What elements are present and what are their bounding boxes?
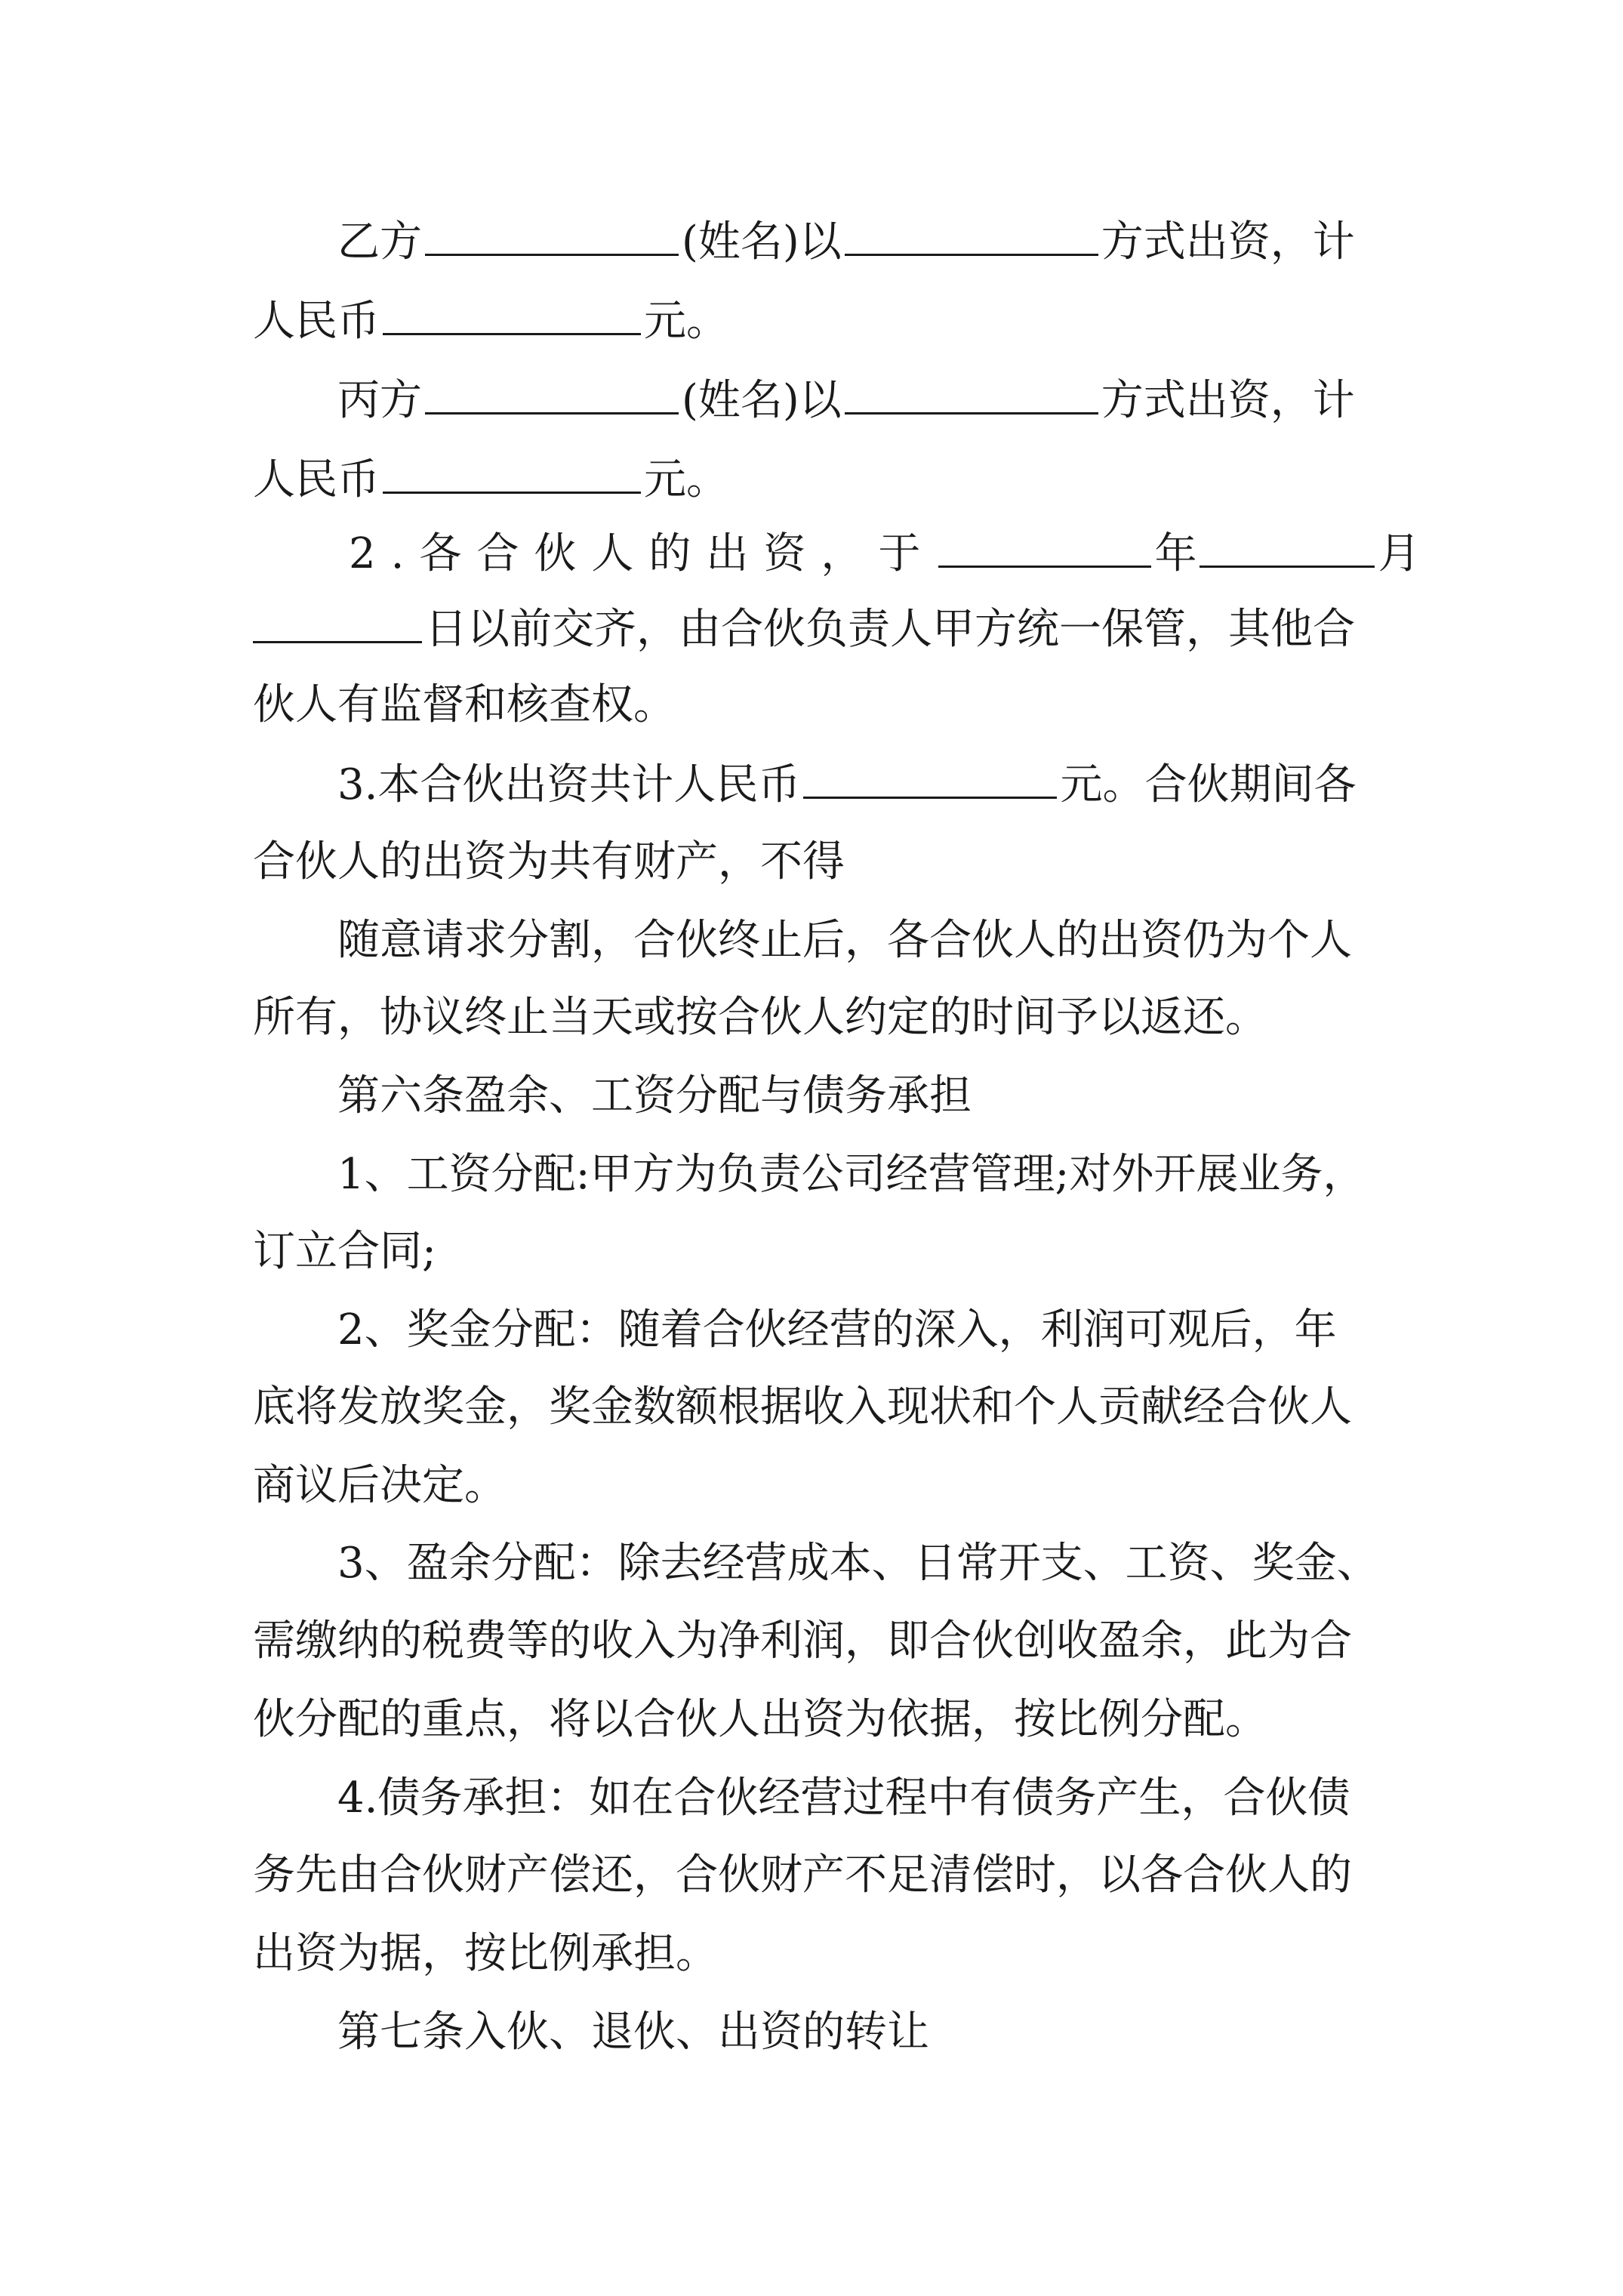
name-label: (姓名)以	[682, 217, 842, 267]
contribution-text: 方式出资，计	[1101, 376, 1355, 425]
paragraph-line: 底将发放奖金，奖金数额根据收入现状和个人贡献经合伙人	[253, 1382, 1352, 1432]
party-c-line-2	[253, 452, 1385, 507]
name-label: (姓名)以	[682, 376, 842, 425]
paragraph-line: 出资为据，按比例承担。	[253, 1929, 718, 1978]
paragraph-line: 所有，协议终止当天或按合伙人约定的时间予以返还。	[253, 993, 1267, 1042]
paragraph-line: 4.债务承担：如在合伙经营过程中有债务产生，合伙债	[337, 1774, 1350, 1823]
total-amount-blank[interactable]	[803, 757, 1057, 799]
clause-2-line-3: 伙人有监督和核查权。	[253, 680, 676, 729]
paragraph-line: 3、盈余分配：除去经营成本、日常开支、工资、奖金、	[337, 1539, 1379, 1588]
party-b-line-1	[337, 214, 1470, 269]
article-7-heading: 第七条入伙、退伙、出资的转让	[337, 2008, 929, 2057]
party-b-label: 乙方	[337, 217, 422, 267]
yuan-label: 元。	[644, 297, 728, 346]
rmb-label: 人民币	[253, 455, 380, 504]
paragraph-line: 随意请求分割，合伙终止后，各合伙人的出资仍为个人	[337, 916, 1352, 965]
year-blank[interactable]	[938, 526, 1151, 568]
party-b-amount-blank[interactable]	[383, 294, 641, 335]
contribution-text: 方式出资，计	[1101, 217, 1355, 267]
party-c-amount-blank[interactable]	[383, 452, 641, 494]
month-blank[interactable]	[1200, 526, 1375, 568]
party-b-method-blank[interactable]	[845, 214, 1098, 256]
article-6-heading: 第六条盈余、工资分配与债务承担	[337, 1071, 972, 1120]
party-c-method-blank[interactable]	[845, 373, 1098, 415]
clause-2-line-2	[253, 602, 1385, 656]
party-c-line-1	[337, 373, 1470, 427]
paragraph-line: 2、奖金分配：随着合伙经营的深入，利润可观后，年	[337, 1305, 1337, 1354]
clause-2-text: 2.各合伙人的出资，于	[349, 529, 936, 578]
clause-3-text-2: 元。合伙期间各	[1060, 760, 1357, 809]
yuan-label: 元。	[644, 455, 728, 504]
paragraph-line: 1、工资分配:甲方为负责公司经营管理;对外开展业务，	[337, 1150, 1366, 1199]
paragraph-line: 商议后决定。	[253, 1461, 507, 1510]
paragraph-line: 伙分配的重点，将以合伙人出资为依据，按比例分配。	[253, 1695, 1267, 1744]
party-c-label: 丙方	[337, 376, 422, 425]
year-label: 年	[1154, 529, 1197, 578]
day-blank[interactable]	[253, 602, 422, 643]
clause-2-line-1	[349, 526, 1481, 581]
paragraph-line: 务先由合伙财产偿还，合伙财产不足清偿时，以各合伙人的	[253, 1851, 1352, 1900]
party-c-name-blank[interactable]	[425, 373, 679, 415]
clause-3-line-1	[337, 757, 1470, 812]
party-b-line-2	[253, 294, 1385, 348]
month-label: 月	[1378, 529, 1421, 578]
party-b-name-blank[interactable]	[425, 214, 679, 256]
clause-2-text-2: 日以前交齐，由合伙负责人甲方统一保管，其他合	[425, 605, 1355, 654]
paragraph-line: 需缴纳的税费等的收入为净利润，即合伙创收盈余，此为合	[253, 1616, 1352, 1666]
clause-3-text: 3.本合伙出资共计人民币	[337, 760, 801, 809]
clause-3-line-2: 合伙人的出资为共有财产，不得	[253, 837, 845, 886]
paragraph-line: 订立合同;	[253, 1227, 436, 1276]
rmb-label: 人民币	[253, 297, 380, 346]
